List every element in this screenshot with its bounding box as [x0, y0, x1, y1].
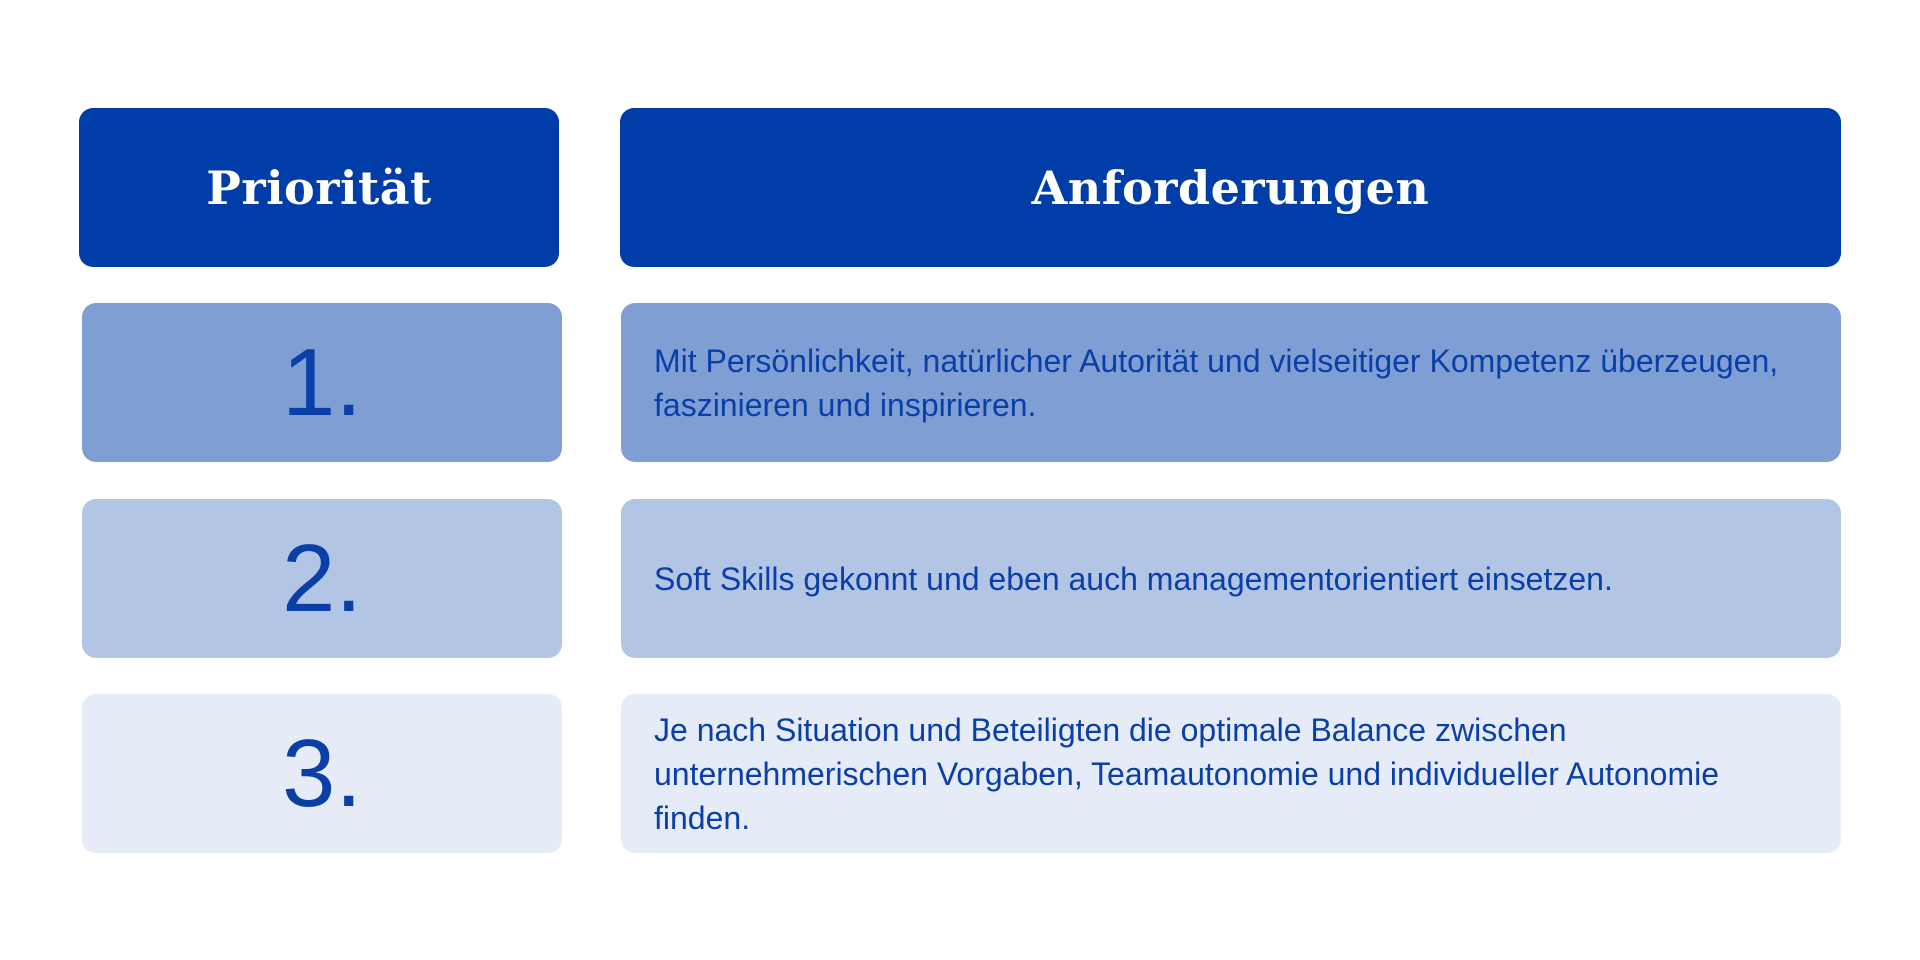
priority-cell-2 — [82, 499, 562, 658]
requirement-text: Mit Persönlichkeit, natürlicher Autorität und vielseitiger Kompetenz überzeugen, faszinieren und inspirieren. — [654, 342, 1779, 423]
priority-cell-1 — [82, 303, 562, 462]
requirement-cell-2 — [621, 499, 1841, 658]
requirement-text: Je nach Situation und Beteiligten die optimale Balance zwischen unternehmerischen Vorgaben, Teamautonomie und individueller Autonomie finden. — [654, 711, 1719, 836]
header-priority-label: Priorität — [206, 160, 432, 215]
priority-number: 3. — [281, 719, 363, 827]
header-requirements — [620, 108, 1841, 267]
priority-number: 2. — [281, 524, 363, 632]
priority-number: 1. — [281, 328, 363, 436]
header-requirements-label: Anforderungen — [1031, 160, 1430, 215]
requirement-cell-3 — [621, 694, 1841, 853]
requirement-text: Soft Skills gekonnt und eben auch managementorientiert einsetzen. — [654, 560, 1613, 597]
requirement-cell-1 — [621, 303, 1841, 462]
priority-cell-3 — [82, 694, 562, 853]
header-priority — [79, 108, 559, 267]
